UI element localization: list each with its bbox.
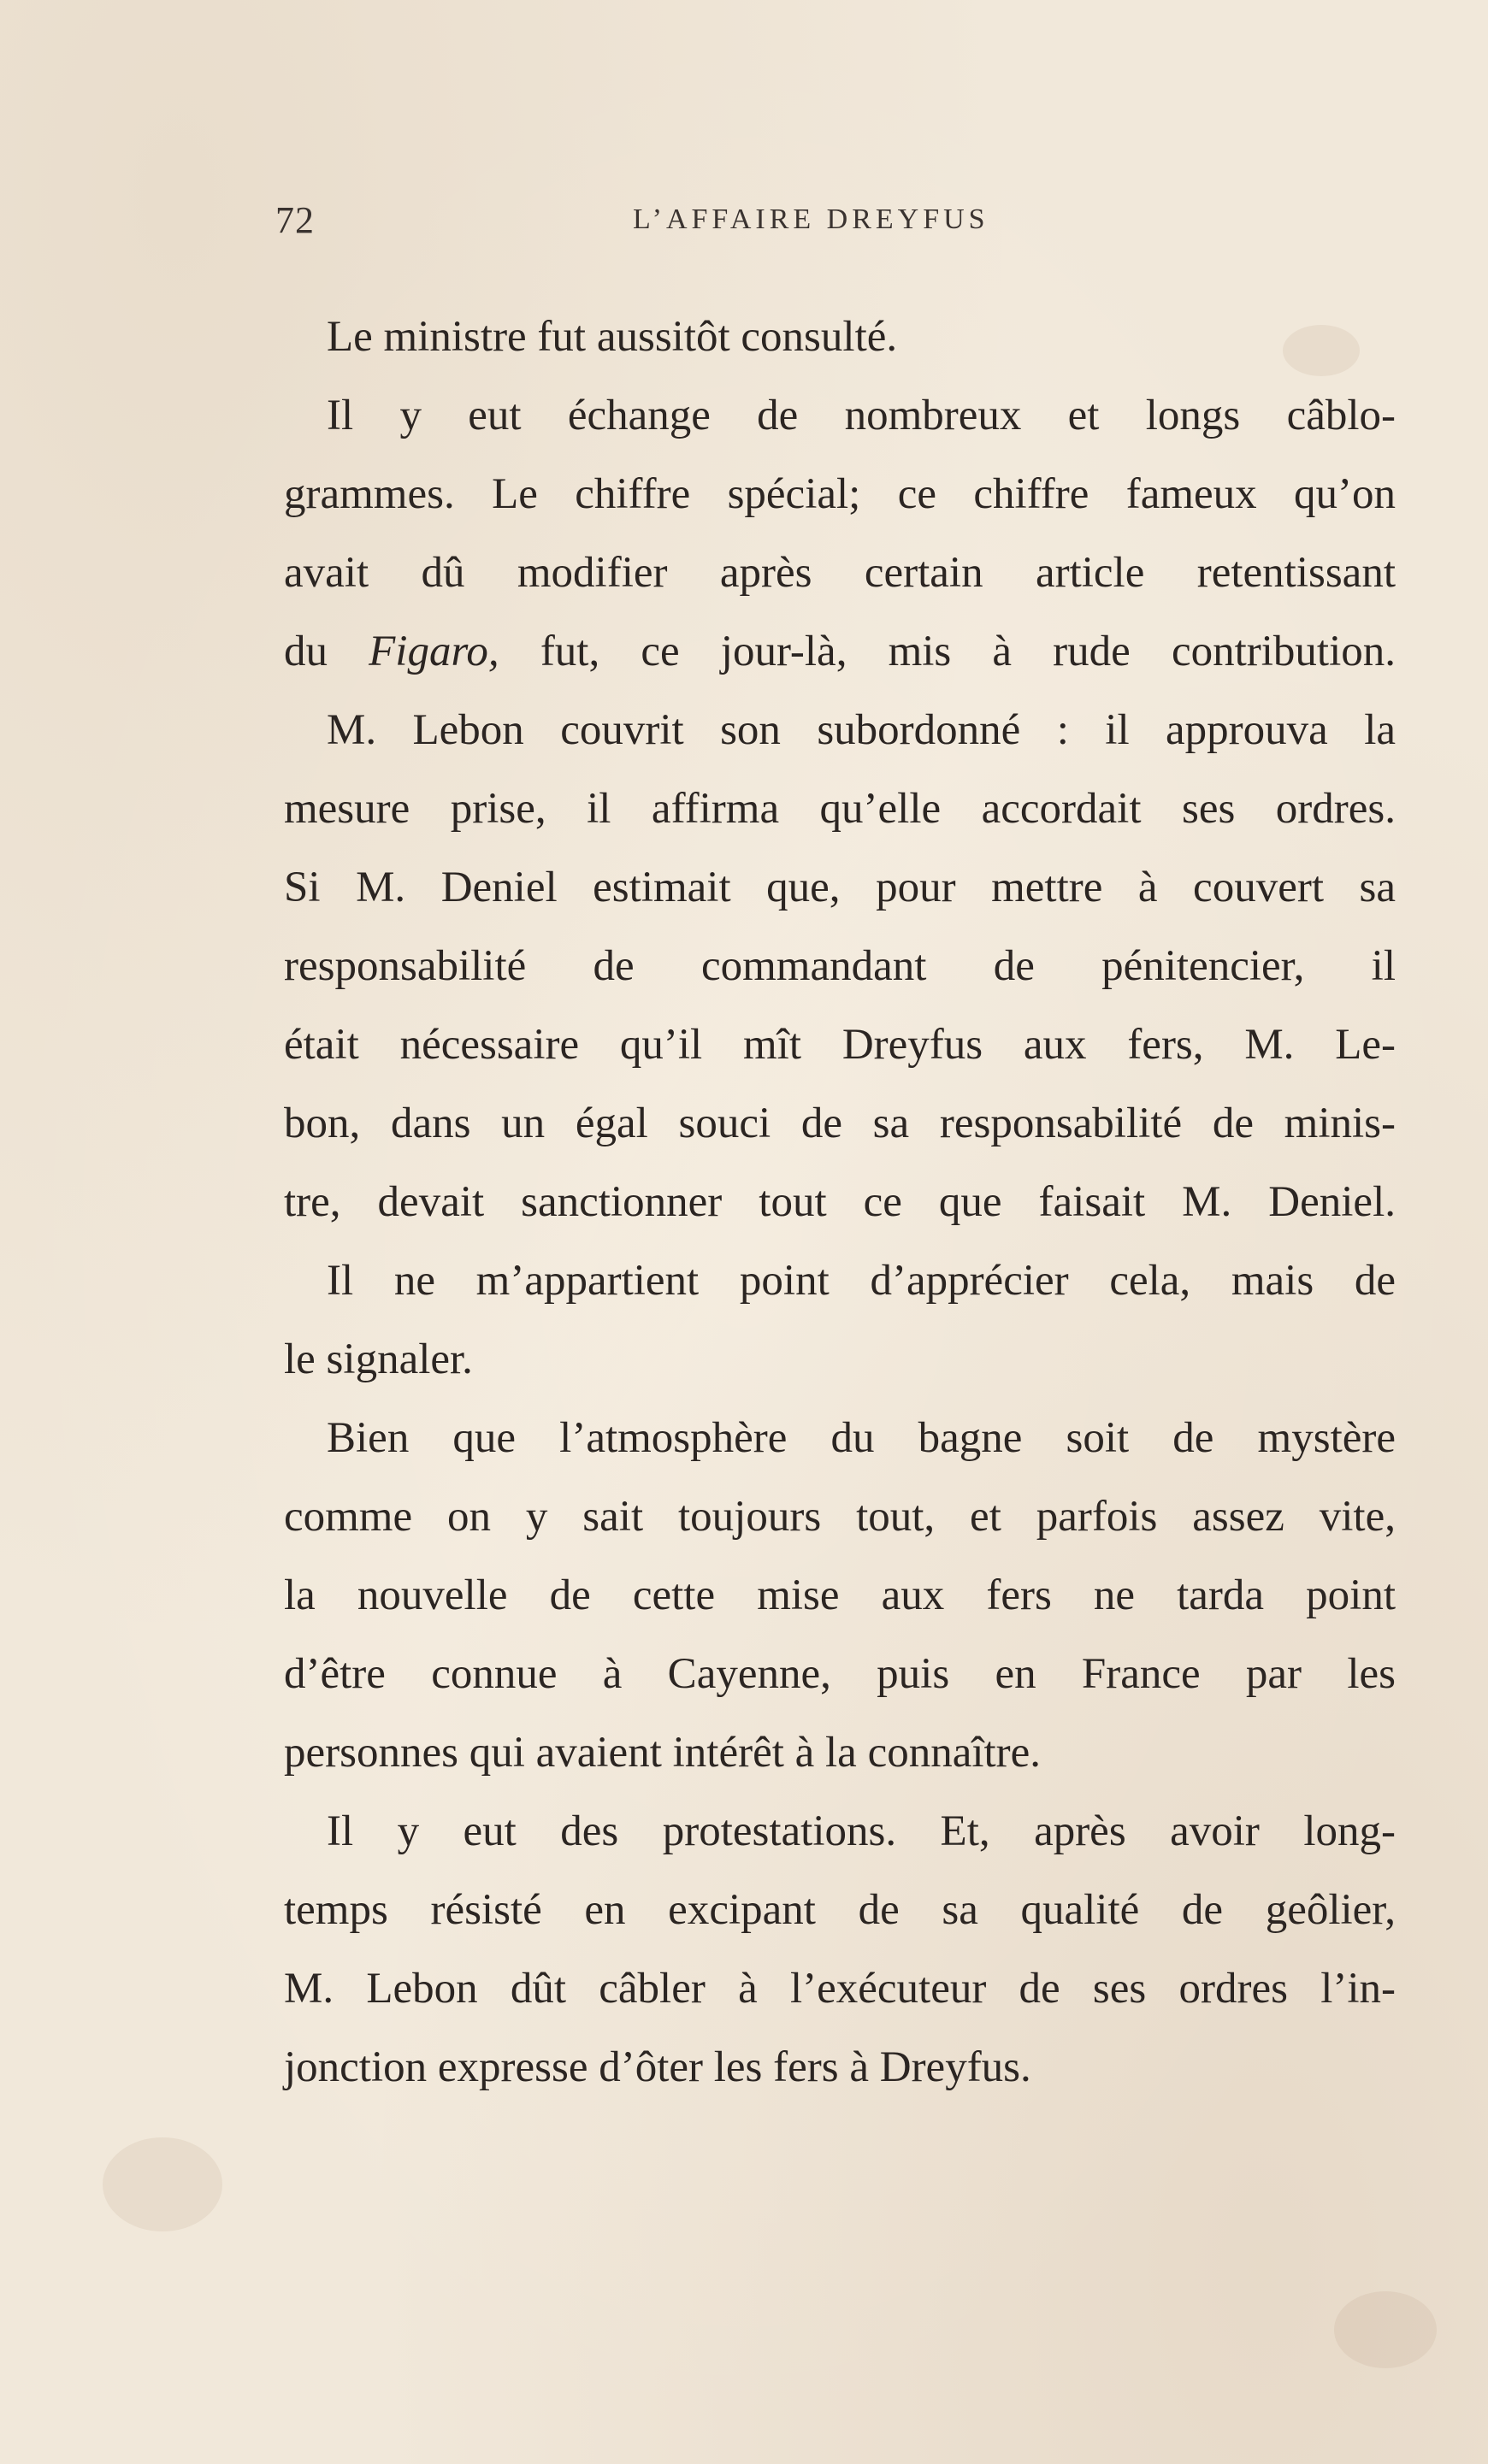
text-line: était nécessaire qu’il mît Dreyfus aux fers, M. Le- [284,1021,1396,1069]
paper-stain [1334,2291,1437,2368]
text-line: bon, dans un égal souci de sa responsabilité de minis- [284,1099,1396,1147]
text-line: mesure prise, il affirma qu’elle accordait ses ordres. [284,785,1396,833]
body-text [284,298,1396,2107]
paper-stain [103,2137,222,2231]
text-line: tre, devait sanctionner tout ce que faisait M. Deniel. [284,1178,1396,1226]
text-line: M. Lebon dût câbler à l’exécuteur de ses ordres l’in- [284,1965,1396,2013]
text-line: M. Lebon couvrit son subordonné : il approuva la [327,706,1396,754]
text-line: Il y eut des protestations. Et, après avoir long- [327,1807,1396,1855]
newspaper-title: Figaro, [369,628,499,675]
text-line: comme on y sait toujours tout, et parfois assez vite, [284,1493,1396,1541]
text-line: le signaler. [284,1335,473,1383]
text-line: la nouvelle de cette mise aux fers ne tarda point [284,1571,1396,1619]
text-line: Bien que l’atmosphère du bagne soit de mystère [327,1414,1396,1462]
text-line: grammes. Le chiffre spécial; ce chiffre fameux qu’on [284,470,1396,518]
text-fragment: du [284,628,328,675]
text-line: personnes qui avaient intérêt à la connaître. [284,1729,1042,1777]
text-line: Le ministre fut aussitôt consulté. [327,313,898,361]
text-line: Si M. Deniel estimait que, pour mettre à couvert sa [284,864,1396,911]
text-line: temps résisté en excipant de sa qualité de geôlier, [284,1886,1396,1934]
text-line: Il y eut échange de nombreux et longs câblo- [327,392,1396,439]
text-line-with-italic [284,612,1396,691]
page-number: 72 [275,199,315,241]
text-fragment: fut, ce jour-là, mis à rude contribution. [540,628,1396,675]
text-line: d’être connue à Cayenne, puis en France par les [284,1650,1396,1698]
text-line: avait dû modifier après certain article retentissant [284,549,1396,597]
running-head: L’AFFAIRE DREYFUS [633,203,989,235]
text-line: jonction expresse d’ôter les fers à Dreyfus. [284,2043,1031,2091]
text-line: responsabilité de commandant de pénitencier, il [284,942,1396,990]
text-line: Il ne m’appartient point d’apprécier cela, mais de [327,1257,1396,1305]
